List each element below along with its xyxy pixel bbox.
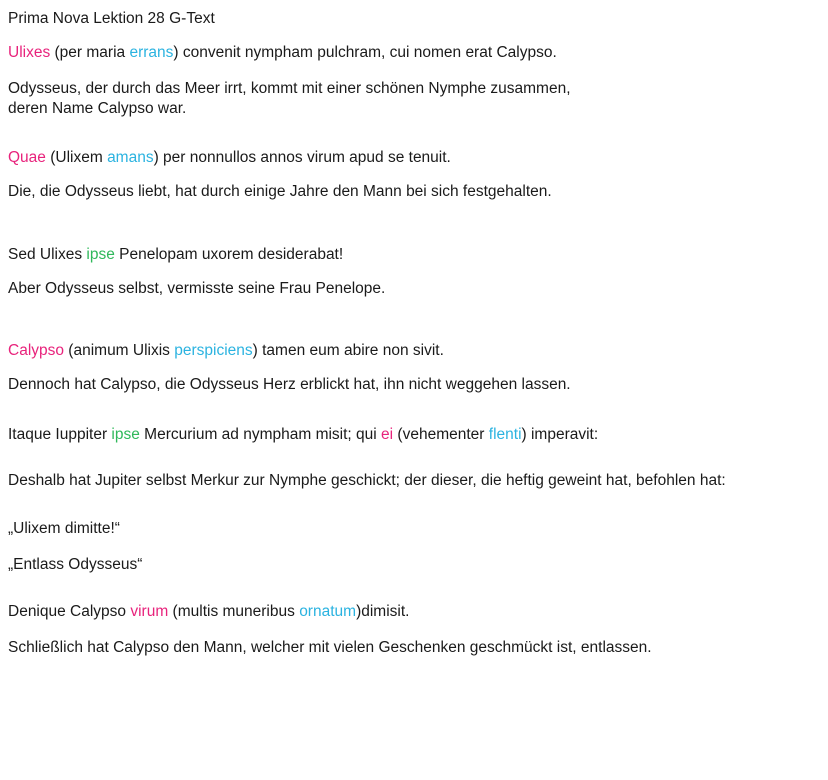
german-translation-1a: Odysseus, der durch das Meer irrt, kommt mit einer schönen Nymphe zusammen, [8,80,571,97]
highlight-word: ornatum [299,603,357,620]
latin-sentence-1 [8,43,557,63]
latin-text: ) per nonnullos annos virum apud se tenuit. [153,149,451,166]
latin-text: (Ulixem [45,149,108,166]
latin-text: ) imperavit: [521,426,599,443]
latin-text: Itaque Iuppiter [8,426,112,443]
german-translation-6: „Entlass Odysseus“ [8,556,143,573]
highlight-word: ei [381,426,394,443]
highlight-word: flenti [488,426,522,443]
highlight-word: Quae [8,149,46,166]
german-translation-1b: deren Name Calypso war. [8,100,187,117]
german-translation-4: Dennoch hat Calypso, die Odysseus Herz erblickt hat, ihn nicht weggehen lassen. [8,376,571,393]
latin-text: (per maria [50,44,130,61]
latin-text: )dimisit. [356,603,410,620]
latin-sentence-6: „Ulixem dimitte!“ [8,520,120,537]
document-title: Prima Nova Lektion 28 G-Text [8,10,215,27]
latin-sentence-4 [8,341,444,361]
latin-text: Denique Calypso [8,603,131,620]
latin-text: Mercurium ad nympham misit; qui [139,426,382,443]
latin-sentence-7 [8,602,409,622]
highlight-word: ipse [86,246,115,263]
latin-text: (vehementer [393,426,489,443]
highlight-word: amans [107,149,154,166]
german-translation-7: Schließlich hat Calypso den Mann, welcher mit vielen Geschenken geschmückt ist, entlassen. [8,639,652,656]
german-translation-5: Deshalb hat Jupiter selbst Merkur zur Nymphe geschickt; der dieser, die heftig geweint hat, befohlen hat: [8,472,726,489]
latin-text: Sed Ulixes [8,246,87,263]
highlight-word: virum [130,603,169,620]
latin-text: Penelopam uxorem desiderabat! [114,246,344,263]
latin-text: ) convenit nympham pulchram, cui nomen erat Calypso. [173,44,557,61]
latin-text: (animum Ulixis [64,342,175,359]
latin-sentence-2 [8,148,451,168]
highlight-word: errans [129,44,174,61]
highlight-word: ipse [111,426,140,443]
latin-text: ) tamen eum abire non sivit. [252,342,444,359]
latin-text: (multis muneribus [168,603,300,620]
highlight-word: Calypso [8,342,64,359]
highlight-word: perspiciens [174,342,253,359]
german-translation-3: Aber Odysseus selbst, vermisste seine Frau Penelope. [8,280,386,297]
latin-sentence-3 [8,245,343,265]
latin-sentence-5 [8,425,598,445]
highlight-word: Ulixes [8,44,51,61]
german-translation-2: Die, die Odysseus liebt, hat durch einige Jahre den Mann bei sich festgehalten. [8,183,552,200]
